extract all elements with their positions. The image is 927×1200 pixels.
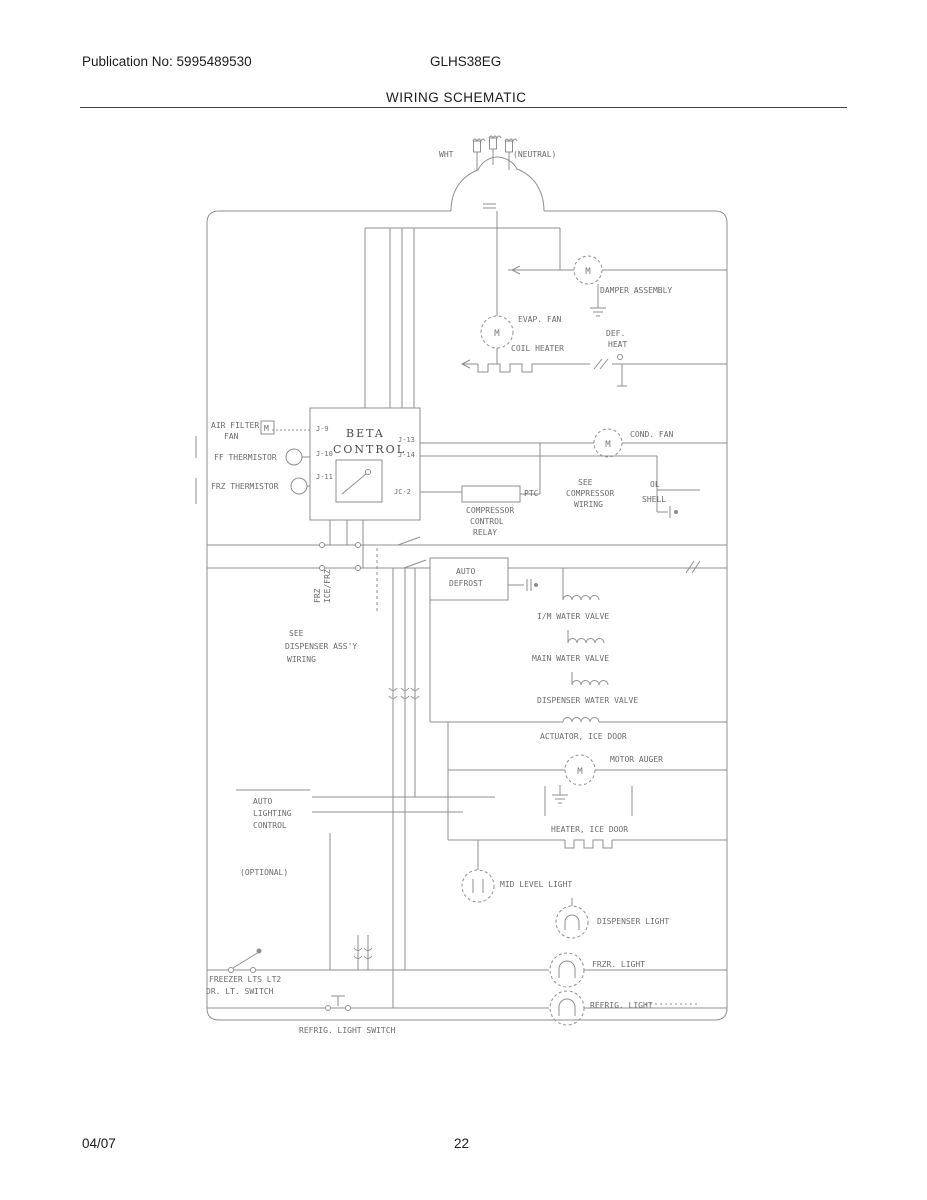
- frz-thermistor-label: FRZ THERMISTOR: [211, 482, 279, 491]
- power-plug-icon: [451, 136, 544, 211]
- auto-defrost-label-1: AUTO: [456, 567, 476, 576]
- frz-bus-label-1: FRZ: [313, 588, 322, 603]
- overload-label: OL: [650, 480, 660, 489]
- frz-bus-label-2: ICE/FRZ: [323, 569, 332, 603]
- evap-fan-motor-icon: [481, 316, 513, 364]
- svg-text:M: M: [585, 267, 591, 277]
- auto-defrost-box: [430, 558, 538, 600]
- mid-level-light-icon: [462, 840, 494, 902]
- plug-right-label: (NEUTRAL): [513, 150, 557, 159]
- dispenser-water-valve-coil: [572, 672, 608, 685]
- defrost-heat-label-2: HEAT: [608, 340, 628, 349]
- auto-lighting-label-1: AUTO: [253, 797, 273, 806]
- auto-defrost-label-2: DEFROST: [449, 579, 483, 588]
- coil-heater-label: COIL HEATER: [511, 344, 564, 353]
- compressor-relay-label-2: CONTROL: [470, 517, 504, 526]
- plug-left-label: WHT: [439, 150, 454, 159]
- dispenser-assy-note-1: SEE: [289, 629, 304, 638]
- ice-door-actuator-coil: [430, 718, 727, 723]
- auto-lighting-label-3: CONTROL: [253, 821, 287, 830]
- freezer-light-label: FRZR. LIGHT: [592, 960, 645, 969]
- pin-label-j11: J-11: [316, 473, 333, 481]
- vertical-harness-wires: [389, 568, 448, 1008]
- evap-fan-label: EVAP. FAN: [518, 315, 562, 324]
- svg-text:M: M: [577, 767, 583, 777]
- compressor-relay-label-3: RELAY: [473, 528, 498, 537]
- model-number: GLHS38EG: [430, 54, 502, 69]
- schematic-border: [207, 211, 727, 1020]
- pin-label-j10: J-10: [316, 450, 333, 458]
- ice-door-heater-label: HEATER, ICE DOOR: [551, 825, 629, 834]
- compressor-wiring-note-2: COMPRESSOR: [566, 489, 615, 498]
- dispenser-light-icon: [556, 898, 588, 938]
- main-water-valve-coil: [568, 630, 604, 643]
- pin-label-j14: J-14: [398, 451, 415, 459]
- svg-text:M: M: [605, 440, 611, 450]
- air-filter-fan-label-1: AIR FILTER: [211, 421, 260, 430]
- compressor-relay-label-1: COMPRESSOR: [466, 506, 515, 515]
- im-water-valve-label: I/M WATER VALVE: [537, 612, 610, 621]
- damper-label: DAMPER ASSEMBLY: [600, 286, 673, 295]
- beta-control-label-1: BETA: [346, 427, 385, 440]
- freezer-switch-label-2: DR. LT. SWITCH: [206, 987, 274, 996]
- ff-thermistor-label: FF THERMISTOR: [214, 453, 277, 462]
- im-water-valve-coil: [563, 568, 599, 600]
- freezer-light-switch-icon: [229, 949, 262, 973]
- optional-label: (OPTIONAL): [240, 868, 289, 877]
- footer-page-number: 22: [454, 1136, 470, 1151]
- page-title: WIRING SCHEMATIC: [386, 90, 527, 105]
- air-filter-motor-letter: M: [264, 424, 269, 433]
- cond-fan-motor-icon: [420, 429, 727, 457]
- ice-door-actuator-label: ACTUATOR, ICE DOOR: [540, 732, 627, 741]
- dispenser-assy-note-3: WIRING: [287, 655, 316, 664]
- mid-level-light-label: MID LEVEL LIGHT: [500, 880, 573, 889]
- svg-text:M: M: [494, 329, 500, 339]
- main-water-valve-label: MAIN WATER VALVE: [532, 654, 610, 663]
- motor-auger-label: MOTOR AUGER: [610, 755, 663, 764]
- pin-label-jc2: JC-2: [394, 488, 411, 496]
- compressor-wiring-note-3: WIRING: [574, 500, 603, 509]
- freezer-switch-label-1: FREEZER LTS LT2: [209, 975, 282, 984]
- compressor-wiring-note-1: SEE: [578, 478, 593, 487]
- refrig-light-label: REFRIG. LIGHT: [590, 1001, 653, 1010]
- ptc-label: PTC: [524, 489, 539, 498]
- cond-fan-label: COND. FAN: [630, 430, 674, 439]
- compressor-relay-icon: [420, 443, 540, 502]
- pin-label-j9: J-9: [316, 425, 329, 433]
- coil-heater-icon: [462, 355, 727, 387]
- freezer-light-icon: [207, 953, 727, 987]
- publication-number: Publication No: 5995489530: [82, 54, 252, 69]
- beta-control-label-2: CONTROL: [333, 443, 407, 456]
- overload-shell-icon: [657, 456, 700, 518]
- shell-label: SHELL: [642, 495, 667, 504]
- dispenser-water-valve-label: DISPENSER WATER VALVE: [537, 696, 639, 705]
- defrost-heat-label-1: DEF.: [606, 329, 626, 338]
- refrig-switch-label: REFRIG. LIGHT SWITCH: [299, 1026, 396, 1035]
- pin-label-j13: J-13: [398, 436, 415, 444]
- air-filter-fan-label-2: FAN: [224, 432, 239, 441]
- dispenser-light-label: DISPENSER LIGHT: [597, 917, 670, 926]
- footer-date: 04/07: [82, 1136, 116, 1151]
- auto-lighting-label-2: LIGHTING: [253, 809, 292, 818]
- auger-motor-icon: [448, 755, 727, 816]
- connector-splices: [354, 935, 372, 970]
- ice-door-heater-icon: [448, 840, 727, 848]
- dispenser-assy-note-2: DISPENSER ASS'Y: [285, 642, 358, 651]
